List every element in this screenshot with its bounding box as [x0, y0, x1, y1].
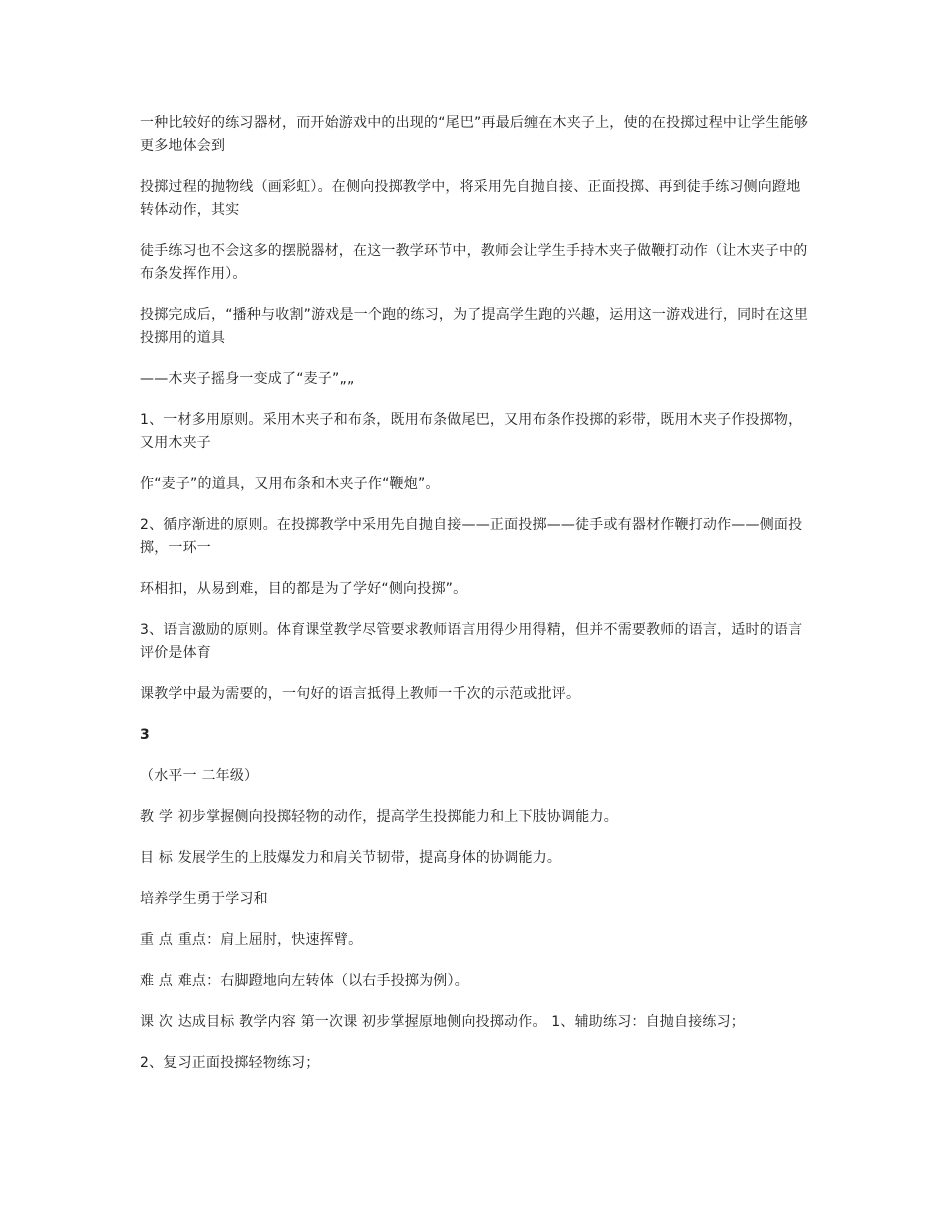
difficult-point: 难 点 难点：右脚蹬地向左转体（以右手投掷为例）。: [140, 973, 469, 989]
key-point: 重 点 重点：肩上屈肘，快速挥臂。: [140, 932, 363, 948]
principle-3-continued: 课教学中最为需要的，一句好的语言抵得上教师一千次的示范或批评。: [140, 686, 581, 702]
goal-cultivate: 培养学生勇于学习和: [140, 891, 268, 907]
document-page: [140, 112, 812, 1093]
principle-1-continued: 作“麦子”的道具，又用布条和木夹子作“鞭炮”。: [140, 476, 440, 492]
principle-2: 2、循序渐进的原则。在投掷教学中采用先自抛自接——正面投掷——徒手或有器材作鞭打动作——侧面投掷，一环一: [140, 517, 803, 556]
teaching-goal: 教 学 初步掌握侧向投掷轻物的动作，提高学生投掷能力和上下肢协调能力。: [140, 809, 618, 825]
lesson-plan: 课 次 达成目标 教学内容 第一次课 初步掌握原地侧向投掷动作。 1、辅助练习：自抛自接练习；: [140, 1014, 746, 1030]
principle-2-continued: 环相扣，从易到难，目的都是为了学好“侧向投掷”。: [140, 581, 468, 597]
paragraph-1: 一种比较好的练习器材，而开始游戏中的出现的“尾巴”再最后缠在木夹子上，使的在投掷过程中让学生能够更多地体会到: [140, 115, 809, 154]
grade-level: （水平一 二年级）: [140, 768, 259, 784]
paragraph-3: 徒手练习也不会这多的摆脱器材，在这一教学环节中，教师会让学生手持木夹子做鞭打动作（让木夹子中的布条发挥作用）。: [140, 243, 808, 282]
paragraph-2: 投掷过程的抛物线（画彩虹）。在侧向投掷教学中，将采用先自抛自接、正面投掷、再到徒手练习侧向蹬地转体动作，其实: [140, 179, 801, 218]
paragraph-4: 投掷完成后，“播种与收割”游戏是一个跑的练习，为了提高学生跑的兴趣，运用这一游戏进行，同时在这里投掷用的道具: [140, 307, 809, 346]
lesson-step-2: 2、复习正面投掷轻物练习；: [140, 1055, 320, 1071]
principle-1: 1、一材多用原则。采用木夹子和布条，既用布条做尾巴，又用布条作投掷的彩带，既用木夹子作投掷物，又用木夹子: [140, 412, 803, 451]
paragraph-5: ——木夹子摇身一变成了“麦子”„„: [140, 371, 355, 387]
goal-target: 目 标 发展学生的上肢爆发力和肩关节韧带，提高身体的协调能力。: [140, 850, 562, 866]
section-number: 3: [140, 727, 150, 743]
principle-3: 3、语言激励的原则。体育课堂教学尽管要求教师语言用得少用得精，但并不需要教师的语言，适时的语言评价是体育: [140, 622, 803, 661]
